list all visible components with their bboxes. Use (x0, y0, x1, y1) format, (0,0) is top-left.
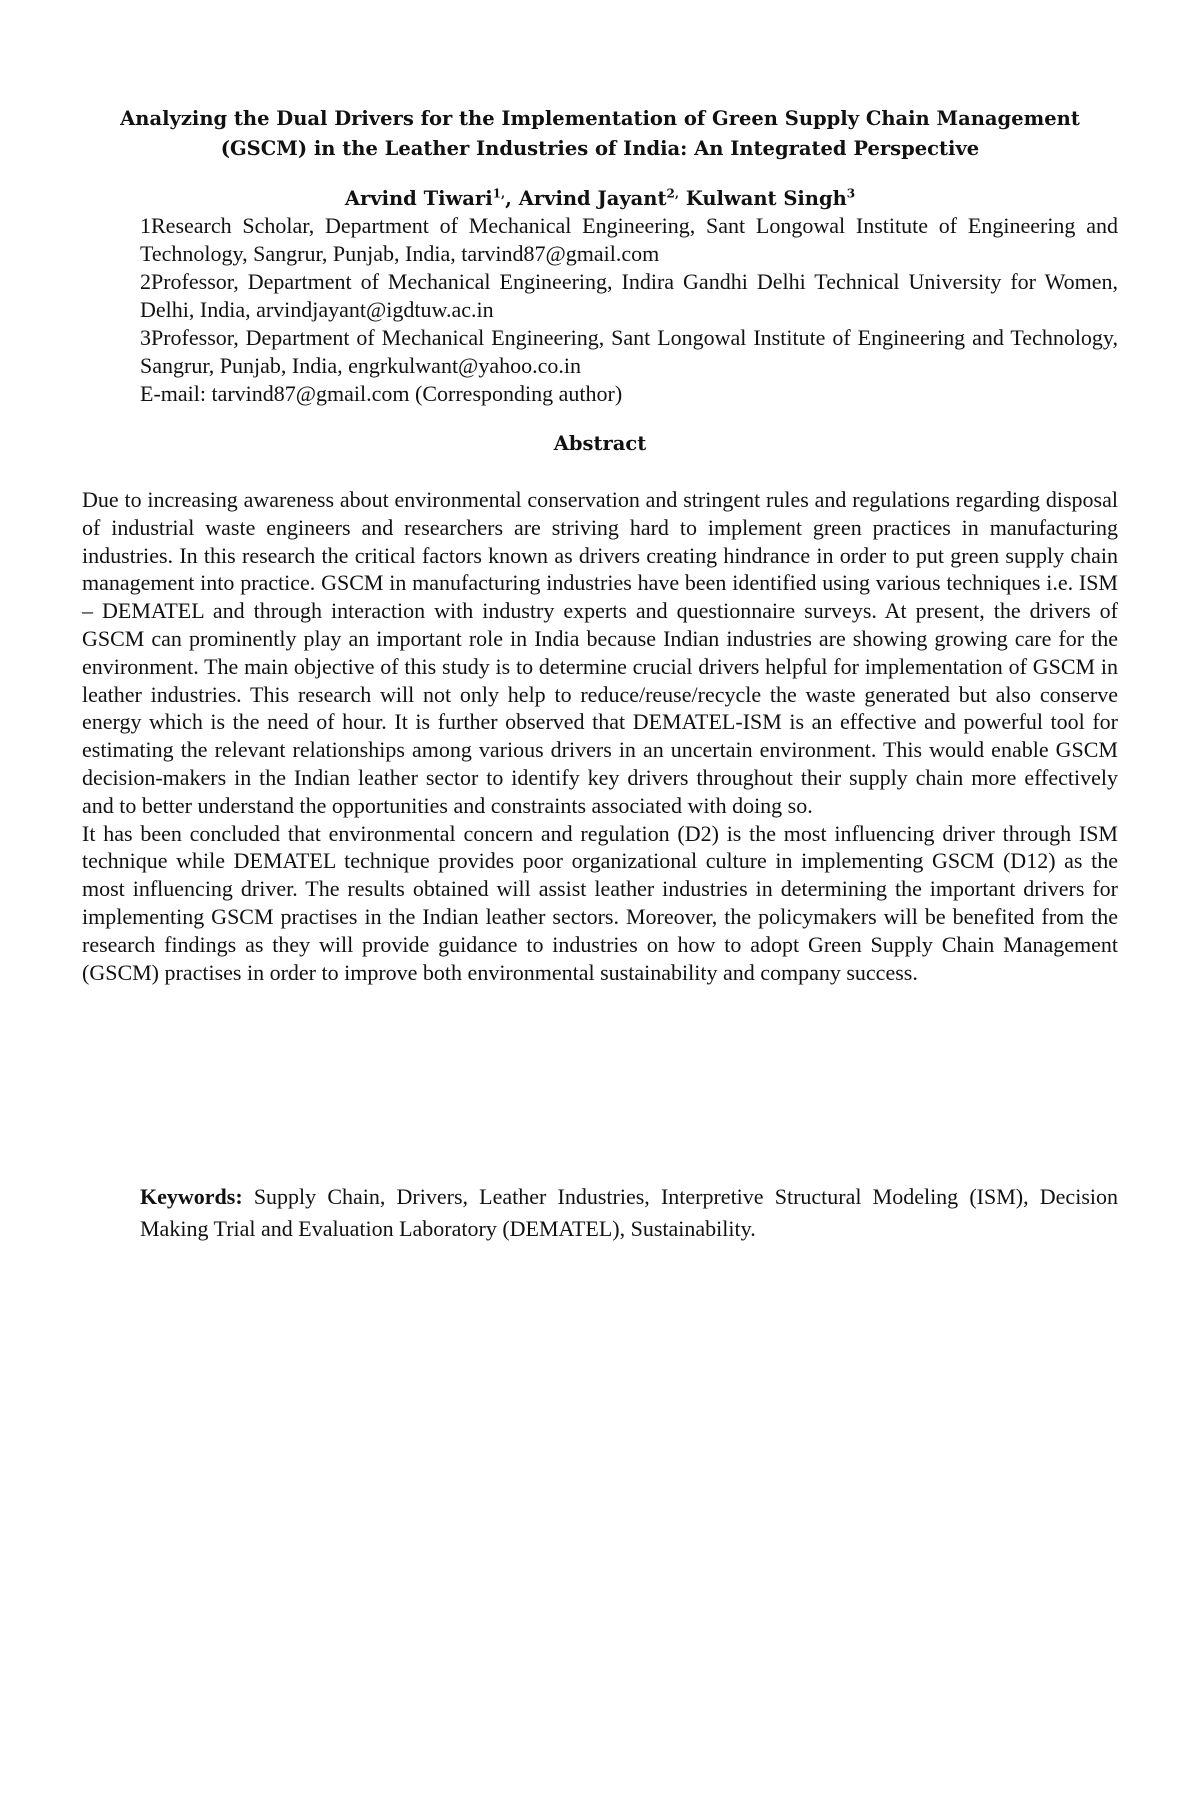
affiliation-line: 1Research Scholar, Department of Mechanical Engineering, Sant Longowal Institute of Engineering and Technology, Sangrur, Punjab, India, tarvind87@gmail.com (140, 213, 1118, 266)
author-name: Arvind Jayant (518, 187, 667, 210)
paper-page (0, 104, 1200, 1800)
affiliation-line: 3Professor, Department of Mechanical Engineering, Sant Longowal Institute of Engineering and Technology, Sangrur, Punjab, India, engrkulwant@yahoo.co.in (140, 325, 1118, 378)
keywords-block (140, 1181, 1118, 1245)
abstract-body (82, 486, 1118, 986)
abstract-paragraph: Due to increasing awareness about environmental conservation and stringent rules and regulations regarding disposal of industrial waste engineers and researchers are striving hard to implement green practices in manufacturing industries. In this research the critical factors known as drivers creating hindrance in order to put green supply chain management into practice. GSCM in manufacturing industries have been identified using various techniques i.e. ISM – DEMATEL and through interaction with industry experts and questionnaire surveys. At present, the drivers of GSCM can prominently play an important role in India because Indian industries are showing growing care for the environment. The main objective of this study is to determine crucial drivers helpful for implementation of GSCM in leather industries. This research will not only help to reduce/reuse/recycle the waste generated but also conserve energy which is the need of hour. It is further observed that DEMATEL-ISM is an effective and powerful tool for estimating the relevant relationships among various drivers in an uncertain environment. This would enable GSCM decision-makers in the Indian leather sector to identify key drivers throughout their supply chain more effectively and to better understand the opportunities and constraints associated with doing so. (82, 487, 1118, 818)
keywords-label: Keywords: (140, 1184, 243, 1210)
author-separator: , (505, 187, 519, 210)
abstract-heading: Abstract (553, 432, 647, 455)
author-list (82, 186, 1118, 212)
author-name: Arvind Tiwari (344, 187, 493, 210)
abstract-paragraph: It has been concluded that environmental concern and regulation (D2) is the most influencing driver through ISM technique while DEMATEL technique provides poor organizational culture in implementing GSCM (D12) as the most influencing driver. The results obtained will assist leather industries in determining the important drivers for implementing GSCM practises in the Indian leather sectors. Moreover, the policymakers will be benefited from the research findings as they will provide guidance to industries on how to adopt Green Supply Chain Management (GSCM) practises in order to improve both environmental sustainability and company success. (82, 820, 1118, 985)
author-affiliation-mark: 1, (492, 186, 506, 201)
author-affiliation-mark: 2, (666, 186, 680, 201)
paper-title: Analyzing the Dual Drivers for the Implementation of Green Supply Chain Management (GSCM) in the Leather Industries of India: An Integrated Perspective (120, 107, 1080, 160)
keywords-text: Supply Chain, Drivers, Leather Industries, Interpretive Structural Modeling (ISM), Decision Making Trial and Evaluation Laboratory (DEMATEL), Sustainability. (140, 1184, 1118, 1242)
author-affiliation-mark: 3 (846, 186, 856, 201)
affiliation-block (140, 212, 1118, 408)
affiliation-line: 2Professor, Department of Mechanical Engineering, Indira Gandhi Delhi Technical University for Women, Delhi, India, arvindjayant@igdtuw.ac.in (140, 269, 1118, 322)
author-separator (679, 187, 686, 210)
author-name: Kulwant Singh (685, 187, 847, 210)
corresponding-email: E-mail: tarvind87@gmail.com (Corresponding author) (140, 381, 623, 406)
